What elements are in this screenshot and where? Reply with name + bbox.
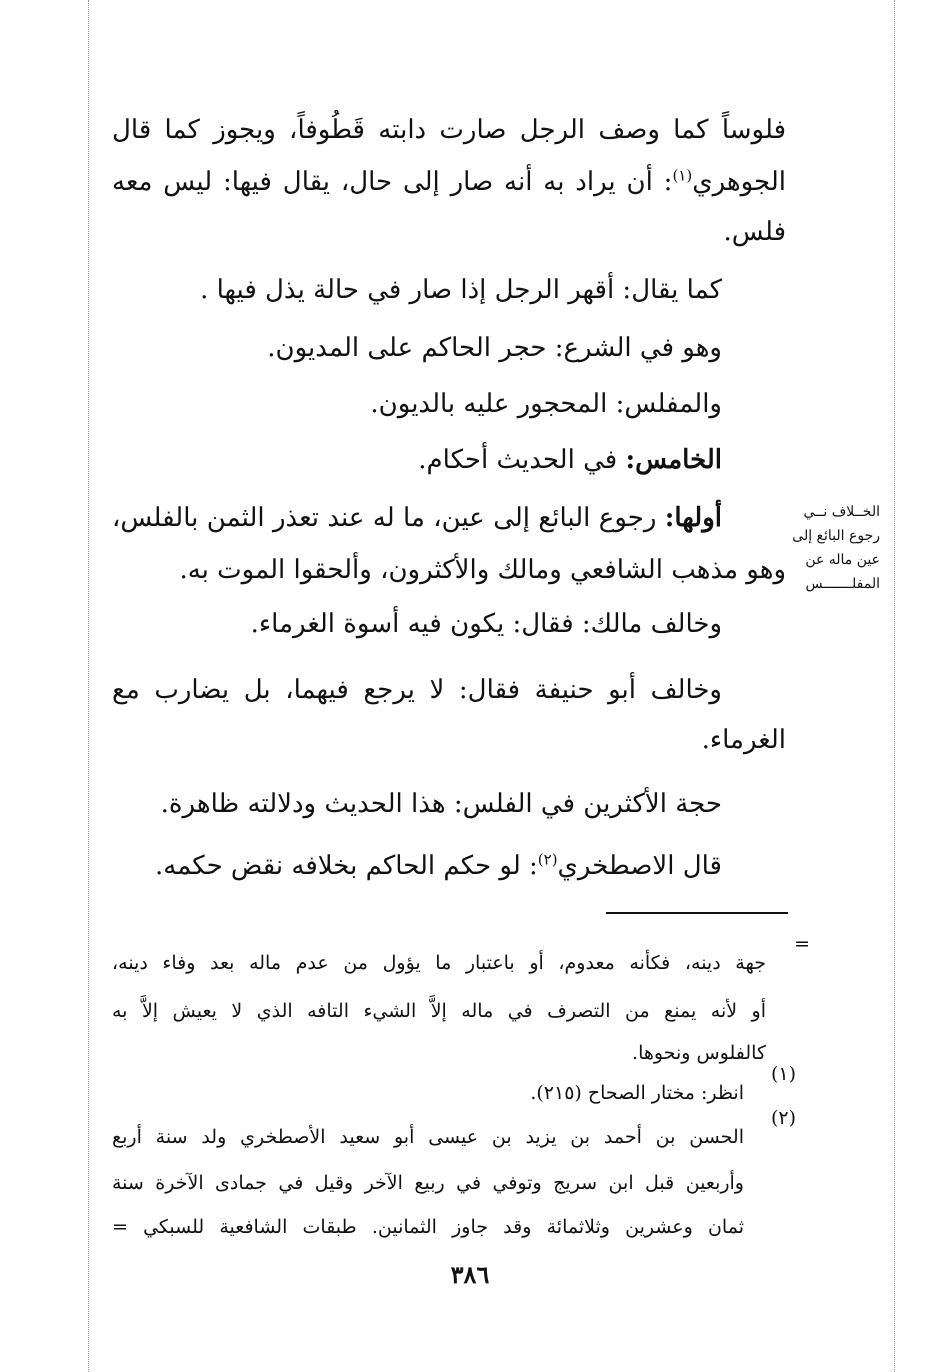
- body-line-5: وهو في الشرع: حجر الحاكم على المديون.: [267, 333, 722, 363]
- body-line-2: [112, 162, 786, 202]
- body-line-1: فلوساً كما وصف الرجل صارت دابته قَطُوفاً، ويجوز كما قال: [112, 115, 786, 145]
- body-line-7: [400, 440, 722, 480]
- scan-right-edge: [894, 0, 895, 1372]
- scan-left-edge: [88, 0, 89, 1372]
- footnote-continuation-marker: =: [794, 933, 810, 955]
- footnote-1-text: انظر: مختار الصحاح (٢١٥).: [530, 1082, 744, 1104]
- margin-note-line-2: رجوع البائع إلى: [792, 528, 880, 544]
- body-line-10: وخالف مالك: فقال: يكون فيه أسوة الغرماء.: [250, 609, 722, 639]
- footnote-2-line-2: وأربعين قبل ابن سريج وتوفي في ربيع الآخر وقيل في جمادى الآخرة سنة: [112, 1172, 744, 1194]
- body-line-6: والمفلس: المحجور عليه بالديون.: [370, 389, 722, 419]
- body-line-2-end: : أن يراد به أنه صار إلى حال، يقال فيها: ليس معه: [112, 167, 673, 197]
- body-line-12: الغرماء.: [701, 725, 786, 755]
- footnote-2-line-1: الحسن بن أحمد بن يزيد بن عيسى أبو سعيد الأصطخري ولد سنة أربع: [112, 1126, 744, 1148]
- body-line-11: وخالف أبو حنيفة فقال: لا يرجع فيهما، بل يضارب مع: [112, 675, 722, 705]
- margin-note-line-1: الخــلاف نــي: [803, 504, 880, 520]
- body-line-7-text: في الحديث أحكام.: [418, 445, 626, 475]
- margin-note-line-4: المفلـــــــس: [805, 576, 880, 592]
- page-number: ٣٨٦: [450, 1260, 490, 1289]
- body-line-14-start: قال الاصطخري: [557, 851, 722, 881]
- footnote-1-marker: (١): [770, 1063, 796, 1085]
- margin-note-line-3: عين ماله عن: [805, 552, 880, 568]
- footnote-ref-2: (٢): [537, 850, 558, 869]
- body-line-8-text: رجوع البائع إلى عين، ما له عند تعذر الثمن بالفلس،: [112, 503, 665, 533]
- section-heading-fifth: الخامس:: [625, 445, 722, 475]
- body-line-9: وهو مذهب الشافعي ومالك والأكثرون، وألحقوا الموت به.: [179, 555, 786, 585]
- footnote-separator: [606, 912, 788, 914]
- footnote-continuation-line-2: أو لأنه يمنع من التصرف في ماله إلاَّ الشيء التافه الذي لا يعيش إلاَّ به: [112, 1000, 766, 1022]
- subheading-first: أولها:: [664, 503, 722, 533]
- body-line-14-end: : لو حكم الحاكم بخلافه نقض حكمه.: [154, 851, 538, 881]
- footnote-2-line-3: ثمان وعشرين وثلاثمائة وقد جاوز الثمانين. طبقات الشافعية للسبكي =: [112, 1216, 744, 1238]
- body-line-2-start: الجوهري: [692, 167, 786, 197]
- footnote-continuation-line-1: جهة دينه، فكأنه معدوم، أو باعتبار ما يؤول من عدم ماله بعد وفاء دينه،: [112, 952, 766, 974]
- body-line-4: كما يقال: أقهر الرجل إذا صار في حالة يذل فيها .: [200, 275, 722, 305]
- margin-note: [792, 500, 880, 596]
- body-line-13: حجة الأكثرين في الفلس: هذا الحديث ودلالته ظاهرة.: [160, 789, 722, 819]
- body-line-3: فلس.: [723, 217, 786, 247]
- footnote-2-marker: (٢): [770, 1107, 796, 1129]
- body-line-8: [112, 498, 722, 538]
- body-line-14: [154, 846, 722, 886]
- footnote-ref-1: (١): [672, 166, 693, 185]
- footnote-continuation-line-3: كالفلوس ونحوها.: [632, 1042, 766, 1064]
